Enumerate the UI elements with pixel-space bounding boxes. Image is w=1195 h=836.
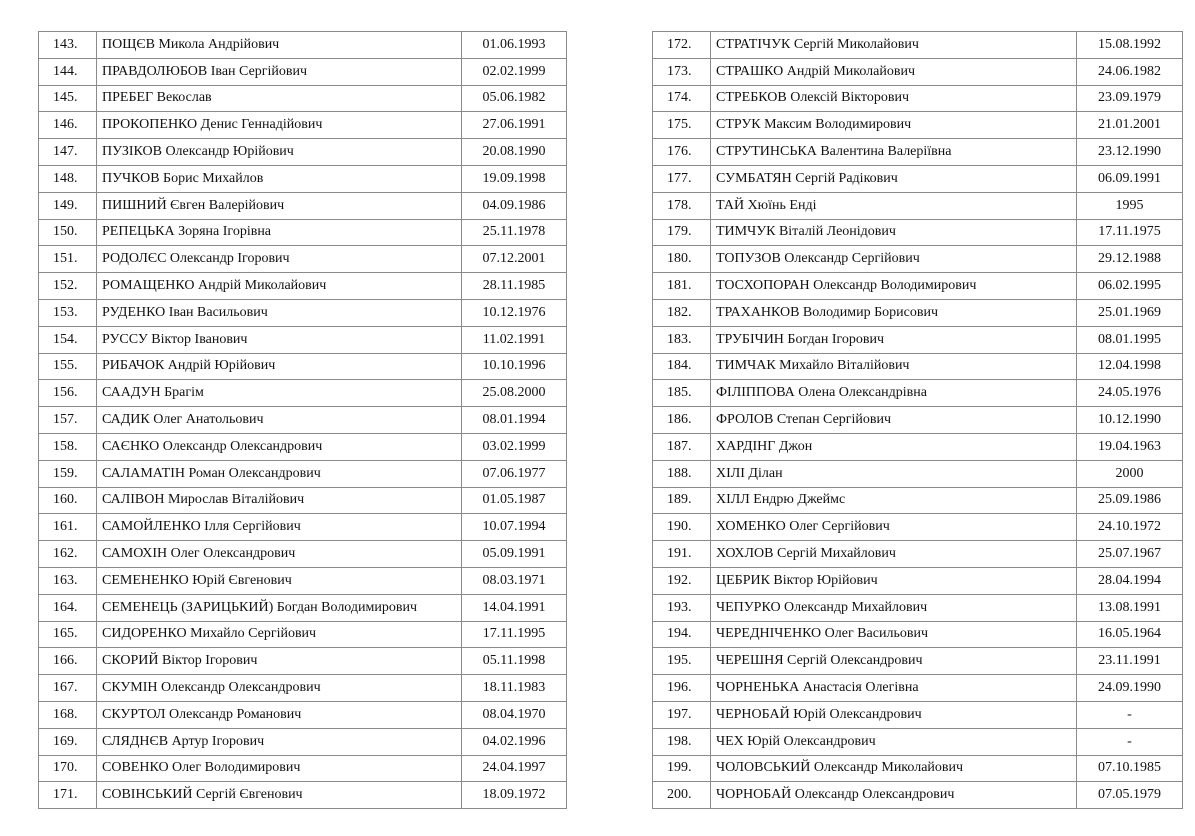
table-row <box>653 139 1183 166</box>
row-number: 190. <box>653 514 711 541</box>
row-number: 159. <box>39 460 97 487</box>
birth-date: 16.05.1964 <box>1077 621 1183 648</box>
table-row <box>653 58 1183 85</box>
person-name: ЧОЛОВСЬКИЙ Олександр Миколайович <box>711 755 1077 782</box>
person-name: СТРЕБКОВ Олексій Вікторович <box>711 85 1077 112</box>
birth-date: 10.12.1990 <box>1077 407 1183 434</box>
table-row <box>39 219 567 246</box>
table-row <box>653 112 1183 139</box>
table-row <box>653 675 1183 702</box>
table-row <box>653 567 1183 594</box>
person-name: ПРАВДОЛЮБОВ Іван Сергійович <box>97 58 462 85</box>
table-row <box>39 58 567 85</box>
table-row <box>39 755 567 782</box>
row-number: 160. <box>39 487 97 514</box>
table-row <box>39 648 567 675</box>
birth-date: 19.09.1998 <box>462 165 567 192</box>
person-name: СЕМЕНЕНКО Юрій Євгенович <box>97 567 462 594</box>
row-number: 174. <box>653 85 711 112</box>
row-number: 148. <box>39 165 97 192</box>
table-row <box>39 594 567 621</box>
table-row <box>39 165 567 192</box>
person-name: ПРЕБЕГ Векослав <box>97 85 462 112</box>
table-row <box>653 701 1183 728</box>
row-number: 165. <box>39 621 97 648</box>
person-name: РИБАЧОК Андрій Юрійович <box>97 353 462 380</box>
person-name: СЕМЕНЕЦЬ (ЗАРИЦЬКИЙ) Богдан Володимирович <box>97 594 462 621</box>
person-name: ЧЕРЕДНІЧЕНКО Олег Васильович <box>711 621 1077 648</box>
table-row <box>653 755 1183 782</box>
birth-date: 24.10.1972 <box>1077 514 1183 541</box>
table-row <box>39 407 567 434</box>
row-number: 177. <box>653 165 711 192</box>
table-row <box>653 541 1183 568</box>
birth-date: 11.02.1991 <box>462 326 567 353</box>
row-number: 179. <box>653 219 711 246</box>
table-row <box>39 567 567 594</box>
row-number: 191. <box>653 541 711 568</box>
birth-date: 17.11.1995 <box>462 621 567 648</box>
table-row <box>39 487 567 514</box>
birth-date: 29.12.1988 <box>1077 246 1183 273</box>
row-number: 152. <box>39 273 97 300</box>
table-row <box>653 782 1183 809</box>
birth-date: 17.11.1975 <box>1077 219 1183 246</box>
table-row <box>39 299 567 326</box>
birth-date: 25.08.2000 <box>462 380 567 407</box>
table-row <box>653 326 1183 353</box>
table-row <box>653 299 1183 326</box>
right-table <box>652 31 1183 809</box>
person-name: ЧЕРЕШНЯ Сергій Олександрович <box>711 648 1077 675</box>
row-number: 170. <box>39 755 97 782</box>
birth-date: 14.04.1991 <box>462 594 567 621</box>
person-name: ЧОРНЕНЬКА Анастасія Олегівна <box>711 675 1077 702</box>
person-name: СКУРТОЛ Олександр Романович <box>97 701 462 728</box>
birth-date: 01.06.1993 <box>462 32 567 59</box>
person-name: ЧЕРНОБАЙ Юрій Олександрович <box>711 701 1077 728</box>
table-row <box>653 219 1183 246</box>
person-name: СОВЕНКО Олег Володимирович <box>97 755 462 782</box>
row-number: 168. <box>39 701 97 728</box>
person-name: СЛЯДНЄВ Артур Ігорович <box>97 728 462 755</box>
birth-date: 25.09.1986 <box>1077 487 1183 514</box>
table-row <box>39 675 567 702</box>
birth-date: 20.08.1990 <box>462 139 567 166</box>
person-name: ТРУБІЧИН Богдан Ігорович <box>711 326 1077 353</box>
birth-date: 07.12.2001 <box>462 246 567 273</box>
birth-date: 23.11.1991 <box>1077 648 1183 675</box>
row-number: 178. <box>653 192 711 219</box>
person-name: ХОХЛОВ Сергій Михайлович <box>711 541 1077 568</box>
birth-date: 01.05.1987 <box>462 487 567 514</box>
row-number: 151. <box>39 246 97 273</box>
row-number: 173. <box>653 58 711 85</box>
table-row <box>653 353 1183 380</box>
row-number: 193. <box>653 594 711 621</box>
birth-date: 03.02.1999 <box>462 433 567 460</box>
person-name: ЧЕХ Юрій Олександрович <box>711 728 1077 755</box>
birth-date: 04.09.1986 <box>462 192 567 219</box>
birth-date: 06.09.1991 <box>1077 165 1183 192</box>
row-number: 145. <box>39 85 97 112</box>
row-number: 176. <box>653 139 711 166</box>
table-row <box>653 380 1183 407</box>
table-row <box>39 85 567 112</box>
person-name: ФІЛІППОВА Олена Олександрівна <box>711 380 1077 407</box>
row-number: 171. <box>39 782 97 809</box>
table-row <box>39 460 567 487</box>
left-table-body <box>39 32 567 809</box>
birth-date: 07.06.1977 <box>462 460 567 487</box>
birth-date: 24.04.1997 <box>462 755 567 782</box>
table-row <box>653 246 1183 273</box>
table-row <box>653 594 1183 621</box>
person-name: СКУМІН Олександр Олександрович <box>97 675 462 702</box>
row-number: 167. <box>39 675 97 702</box>
table-row <box>39 192 567 219</box>
left-table <box>38 31 567 809</box>
birth-date: 07.10.1985 <box>1077 755 1183 782</box>
birth-date: 04.02.1996 <box>462 728 567 755</box>
table-row <box>39 246 567 273</box>
row-number: 192. <box>653 567 711 594</box>
birth-date: 18.11.1983 <box>462 675 567 702</box>
table-row <box>39 326 567 353</box>
birth-date: 13.08.1991 <box>1077 594 1183 621</box>
table-row <box>39 621 567 648</box>
birth-date: 08.01.1994 <box>462 407 567 434</box>
birth-date: 19.04.1963 <box>1077 433 1183 460</box>
person-name: САДИК Олег Анатольович <box>97 407 462 434</box>
birth-date: 25.07.1967 <box>1077 541 1183 568</box>
person-name: ХІЛЛ Ендрю Джеймс <box>711 487 1077 514</box>
row-number: 199. <box>653 755 711 782</box>
row-number: 156. <box>39 380 97 407</box>
person-name: ПУЧКОВ Борис Михайлов <box>97 165 462 192</box>
person-name: ТОПУЗОВ Олександр Сергійович <box>711 246 1077 273</box>
table-row <box>653 728 1183 755</box>
person-name: ХАРДІНГ Джон <box>711 433 1077 460</box>
row-number: 183. <box>653 326 711 353</box>
table-row <box>39 353 567 380</box>
birth-date: 10.07.1994 <box>462 514 567 541</box>
row-number: 162. <box>39 541 97 568</box>
row-number: 163. <box>39 567 97 594</box>
person-name: ТИМЧАК Михайло Віталійович <box>711 353 1077 380</box>
row-number: 182. <box>653 299 711 326</box>
birth-date: 2000 <box>1077 460 1183 487</box>
birth-date: 25.01.1969 <box>1077 299 1183 326</box>
birth-date: 05.11.1998 <box>462 648 567 675</box>
person-name: СУМБАТЯН Сергій Радікович <box>711 165 1077 192</box>
row-number: 198. <box>653 728 711 755</box>
birth-date: 10.12.1976 <box>462 299 567 326</box>
table-row <box>39 701 567 728</box>
table-row <box>653 85 1183 112</box>
row-number: 175. <box>653 112 711 139</box>
person-name: СТРАТІЧУК Сергій Миколайович <box>711 32 1077 59</box>
row-number: 153. <box>39 299 97 326</box>
table-row <box>39 728 567 755</box>
person-name: РОДОЛЄС Олександр Ігорович <box>97 246 462 273</box>
row-number: 180. <box>653 246 711 273</box>
row-number: 164. <box>39 594 97 621</box>
person-name: ПУЗІКОВ Олександр Юрійович <box>97 139 462 166</box>
birth-date: 18.09.1972 <box>462 782 567 809</box>
birth-date: 24.09.1990 <box>1077 675 1183 702</box>
birth-date: 28.04.1994 <box>1077 567 1183 594</box>
birth-date: 23.09.1979 <box>1077 85 1183 112</box>
person-name: ПИШНИЙ Євген Валерійович <box>97 192 462 219</box>
birth-date: 06.02.1995 <box>1077 273 1183 300</box>
person-name: ТАЙ Хюїнь Енді <box>711 192 1077 219</box>
person-name: ТОСХОПОРАН Олександр Володимирович <box>711 273 1077 300</box>
person-name: ТРАХАНКОВ Володимир Борисович <box>711 299 1077 326</box>
birth-date: 21.01.2001 <box>1077 112 1183 139</box>
birth-date: - <box>1077 701 1183 728</box>
birth-date: 05.06.1982 <box>462 85 567 112</box>
person-name: ХОМЕНКО Олег Сергійович <box>711 514 1077 541</box>
birth-date: 24.06.1982 <box>1077 58 1183 85</box>
table-row <box>39 782 567 809</box>
person-name: САЛАМАТІН Роман Олександрович <box>97 460 462 487</box>
birth-date: 02.02.1999 <box>462 58 567 85</box>
person-name: РУССУ Віктор Іванович <box>97 326 462 353</box>
row-number: 158. <box>39 433 97 460</box>
row-number: 200. <box>653 782 711 809</box>
row-number: 144. <box>39 58 97 85</box>
table-row <box>653 433 1183 460</box>
right-table-body <box>653 32 1183 809</box>
person-name: САЛІВОН Мирослав Віталійович <box>97 487 462 514</box>
person-name: СИДОРЕНКО Михайло Сергійович <box>97 621 462 648</box>
birth-date: - <box>1077 728 1183 755</box>
birth-date: 08.03.1971 <box>462 567 567 594</box>
row-number: 195. <box>653 648 711 675</box>
birth-date: 27.06.1991 <box>462 112 567 139</box>
table-row <box>653 514 1183 541</box>
table-row <box>39 433 567 460</box>
person-name: СТРАШКО Андрій Миколайович <box>711 58 1077 85</box>
row-number: 185. <box>653 380 711 407</box>
table-row <box>653 192 1183 219</box>
person-name: РОМАЩЕНКО Андрій Миколайович <box>97 273 462 300</box>
birth-date: 08.04.1970 <box>462 701 567 728</box>
row-number: 172. <box>653 32 711 59</box>
row-number: 157. <box>39 407 97 434</box>
person-name: СКОРИЙ Віктор Ігорович <box>97 648 462 675</box>
row-number: 194. <box>653 621 711 648</box>
table-row <box>39 514 567 541</box>
row-number: 149. <box>39 192 97 219</box>
table-row <box>39 273 567 300</box>
birth-date: 07.05.1979 <box>1077 782 1183 809</box>
row-number: 169. <box>39 728 97 755</box>
person-name: САМОХІН Олег Олександрович <box>97 541 462 568</box>
person-name: СТРУК Максим Володимирович <box>711 112 1077 139</box>
table-row <box>653 621 1183 648</box>
birth-date: 24.05.1976 <box>1077 380 1183 407</box>
row-number: 187. <box>653 433 711 460</box>
person-name: САМОЙЛЕНКО Ілля Сергійович <box>97 514 462 541</box>
birth-date: 28.11.1985 <box>462 273 567 300</box>
row-number: 184. <box>653 353 711 380</box>
person-name: ТИМЧУК Віталій Леонідович <box>711 219 1077 246</box>
table-row <box>39 112 567 139</box>
table-row <box>653 273 1183 300</box>
birth-date: 1995 <box>1077 192 1183 219</box>
person-name: СОВІНСЬКИЙ Сергій Євгенович <box>97 782 462 809</box>
row-number: 161. <box>39 514 97 541</box>
table-row <box>653 648 1183 675</box>
table-row <box>653 165 1183 192</box>
row-number: 196. <box>653 675 711 702</box>
person-name: ХІЛІ Ділан <box>711 460 1077 487</box>
row-number: 186. <box>653 407 711 434</box>
row-number: 154. <box>39 326 97 353</box>
birth-date: 08.01.1995 <box>1077 326 1183 353</box>
table-row <box>653 460 1183 487</box>
person-name: РУДЕНКО Іван Васильович <box>97 299 462 326</box>
row-number: 143. <box>39 32 97 59</box>
person-name: ФРОЛОВ Степан Сергійович <box>711 407 1077 434</box>
birth-date: 25.11.1978 <box>462 219 567 246</box>
table-row <box>39 139 567 166</box>
person-name: ПРОКОПЕНКО Денис Геннадійович <box>97 112 462 139</box>
row-number: 197. <box>653 701 711 728</box>
table-row <box>39 32 567 59</box>
person-name: ПОЩЄВ Микола Андрійович <box>97 32 462 59</box>
person-name: СААДУН Брагім <box>97 380 462 407</box>
table-row <box>39 541 567 568</box>
row-number: 146. <box>39 112 97 139</box>
row-number: 150. <box>39 219 97 246</box>
birth-date: 12.04.1998 <box>1077 353 1183 380</box>
birth-date: 05.09.1991 <box>462 541 567 568</box>
person-name: РЕПЕЦЬКА Зоряна Ігорівна <box>97 219 462 246</box>
table-row <box>653 407 1183 434</box>
row-number: 188. <box>653 460 711 487</box>
row-number: 189. <box>653 487 711 514</box>
person-name: СТРУТИНСЬКА Валентина Валеріївна <box>711 139 1077 166</box>
table-row <box>653 487 1183 514</box>
person-name: ЧОРНОБАЙ Олександр Олександрович <box>711 782 1077 809</box>
table-row <box>653 32 1183 59</box>
person-name: ЧЕПУРКО Олександр Михайлович <box>711 594 1077 621</box>
row-number: 166. <box>39 648 97 675</box>
birth-date: 10.10.1996 <box>462 353 567 380</box>
table-row <box>39 380 567 407</box>
row-number: 155. <box>39 353 97 380</box>
row-number: 147. <box>39 139 97 166</box>
birth-date: 23.12.1990 <box>1077 139 1183 166</box>
person-name: ЦЕБРИК Віктор Юрійович <box>711 567 1077 594</box>
person-name: САЄНКО Олександр Олександрович <box>97 433 462 460</box>
row-number: 181. <box>653 273 711 300</box>
birth-date: 15.08.1992 <box>1077 32 1183 59</box>
